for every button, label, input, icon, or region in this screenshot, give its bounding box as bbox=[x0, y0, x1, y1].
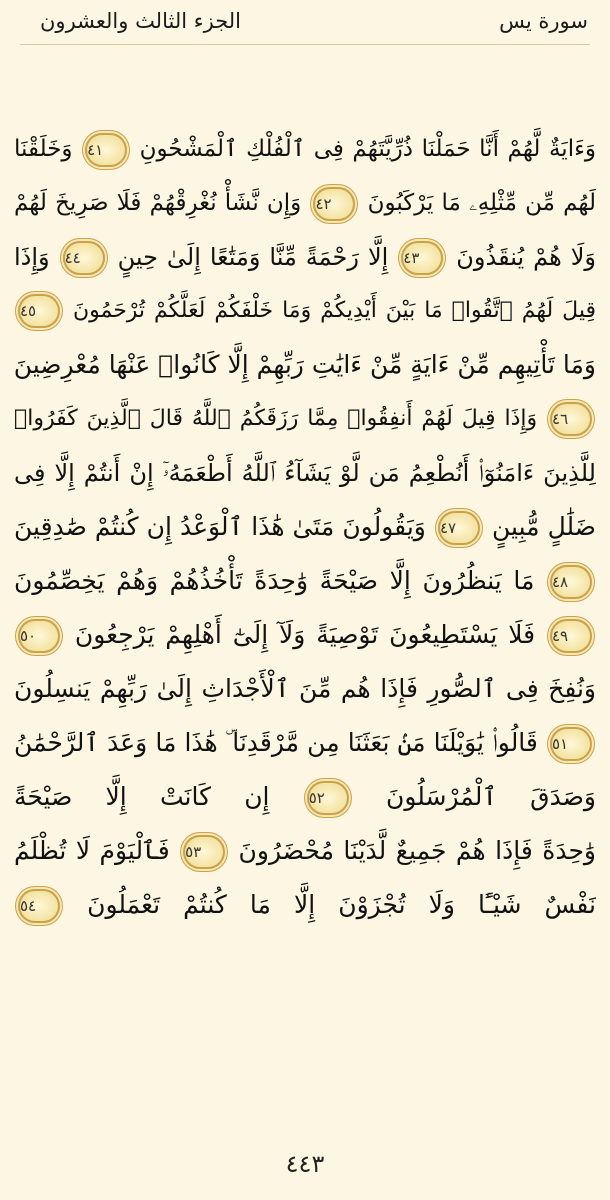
verse-text: قِيلَ لَهُمُ ٱتَّقُوا۟ مَا بَيْنَ أَيْدِيكُمْ وَمَا خَلْفَكُمْ لَعَلَّكُمْ تُرْحَمُونَ bbox=[72, 298, 596, 323]
verse-text: وَءَايَةٌ لَّهُمْ أَنَّا حَمَلْنَا ذُرِّيَّتَهُمْ فِى ٱلْفُلْكِ ٱلْمَشْحُونِ bbox=[139, 136, 596, 162]
verse-text: وَٰحِدَةً فَإِذَا هُمْ جَمِيعٌ لَّدَيْنَا مُحْضَرُونَ bbox=[238, 836, 596, 865]
verse-text: إِن كَانَتْ إِلَّا صَيْحَةً bbox=[14, 782, 270, 811]
text-line bbox=[14, 176, 596, 230]
ayah-number-marker: ٤٧ bbox=[438, 511, 480, 545]
text-line bbox=[14, 878, 596, 932]
surah-name: سورة يس bbox=[499, 9, 588, 33]
verse-text: وَإِذَا bbox=[14, 243, 50, 271]
verse-text: فَلَا يَسْتَطِيعُونَ تَوْصِيَةً وَلَآ إِلَىٰٓ أَهْلِهِمْ يَرْجِعُونَ bbox=[74, 620, 536, 649]
verse-text: قَالُوا۟ يَٰوَيْلَنَا مَنۢ بَعَثَنَا مِن مَّرْقَدِنَا ۜ هَٰذَا مَا وَعَدَ ٱلرَّحْمَٰنُ bbox=[14, 728, 538, 757]
verse-text: وَخَلَقْنَا bbox=[14, 136, 73, 162]
verse-text: وَإِذَا قِيلَ لَهُمْ أَنفِقُوا۟ مِمَّا رَزَقَكُمُ ٱللَّهُ قَالَ ٱلَّذِينَ كَفَرُوا۟ bbox=[14, 406, 538, 431]
ayah-number-marker: ٥٤ bbox=[18, 889, 60, 923]
text-line bbox=[14, 824, 596, 878]
text-line bbox=[14, 770, 596, 824]
verse-text: ضَلَٰلٍ مُّبِينٍ bbox=[492, 512, 596, 541]
verse-text: وَمَا تَأْتِيهِم مِّنْ ءَايَةٍ مِّنْ ءَايَٰتِ رَبِّهِمْ إِلَّا كَانُوا۟ عَنْهَا مُعْرِضِينَ bbox=[14, 350, 596, 379]
verse-text: مَا يَنظُرُونَ إِلَّا صَيْحَةً وَٰحِدَةً تَأْخُذُهُمْ وَهُمْ يَخِصِّمُونَ bbox=[14, 566, 535, 595]
text-line bbox=[14, 338, 596, 392]
text-line bbox=[14, 392, 596, 446]
verse-text: وَصَدَقَ ٱلْمُرْسَلُونَ bbox=[385, 782, 596, 811]
quran-page-text bbox=[14, 122, 596, 932]
text-line bbox=[14, 284, 596, 338]
verse-text: وَلَا هُمْ يُنقَذُونَ bbox=[456, 243, 596, 271]
text-line bbox=[14, 500, 596, 554]
ayah-number-marker: ٥٠ bbox=[18, 619, 60, 653]
verse-text: فَٱلْيَوْمَ لَا تُظْلَمُ bbox=[14, 836, 170, 865]
juz-name: الجزء الثالث والعشرون bbox=[40, 9, 241, 33]
ayah-number-marker: ٤٥ bbox=[18, 294, 60, 328]
text-line bbox=[14, 554, 596, 608]
text-line bbox=[14, 608, 596, 662]
text-line bbox=[14, 122, 596, 176]
ayah-number-marker: ٤٩ bbox=[550, 619, 592, 653]
ayah-number-marker: ٤٤ bbox=[63, 241, 105, 275]
verse-text: لِلَّذِينَ ءَامَنُوٓا۟ أَنُطْعِمُ مَن لَّوْ يَشَآءُ ٱللَّهُ أَطْعَمَهُۥٓ إِنْ أَنتُمْ إِلَّا فِى bbox=[14, 459, 596, 487]
verse-text: إِلَّا رَحْمَةً مِّنَّا وَمَتَٰعًا إِلَىٰ حِينٍ bbox=[117, 243, 389, 271]
ayah-number-marker: ٤٢ bbox=[313, 187, 355, 221]
ayah-number-marker: ٥٣ bbox=[183, 835, 225, 869]
verse-text: لَهُم مِّن مِّثْلِهِۦ مَا يَرْكَبُونَ bbox=[367, 190, 596, 216]
ayah-number-marker: ٤٣ bbox=[401, 241, 443, 275]
text-line bbox=[14, 230, 596, 284]
verse-text: وَيَقُولُونَ مَتَىٰ هَٰذَا ٱلْوَعْدُ إِن كُنتُمْ صَٰدِقِينَ bbox=[14, 512, 426, 541]
verse-text: نَفْسٌ شَيْـًٔا وَلَا تُجْزَوْنَ إِلَّا مَا كُنتُمْ تَعْمَلُونَ bbox=[87, 890, 596, 919]
ayah-number-marker: ٥١ bbox=[550, 727, 592, 761]
verse-text: وَنُفِخَ فِى ٱلصُّورِ فَإِذَا هُم مِّنَ ٱلْأَجْدَاثِ إِلَىٰ رَبِّهِمْ يَنسِلُونَ bbox=[14, 674, 596, 703]
text-line bbox=[14, 446, 596, 500]
page-number: ٤٤٣ bbox=[285, 1150, 325, 1178]
text-line bbox=[14, 716, 596, 770]
page-header bbox=[0, 0, 610, 42]
ayah-number-marker: ٤٦ bbox=[550, 402, 592, 436]
ayah-number-marker: ٤٨ bbox=[550, 565, 592, 599]
ayah-number-marker: ٤١ bbox=[85, 133, 127, 167]
verse-text: وَإِن نَّشَأْ نُغْرِقْهُمْ فَلَا صَرِيخَ لَهُمْ bbox=[14, 190, 302, 216]
text-line bbox=[14, 662, 596, 716]
ayah-number-marker: ٥٢ bbox=[307, 781, 349, 815]
header-divider bbox=[20, 44, 590, 45]
